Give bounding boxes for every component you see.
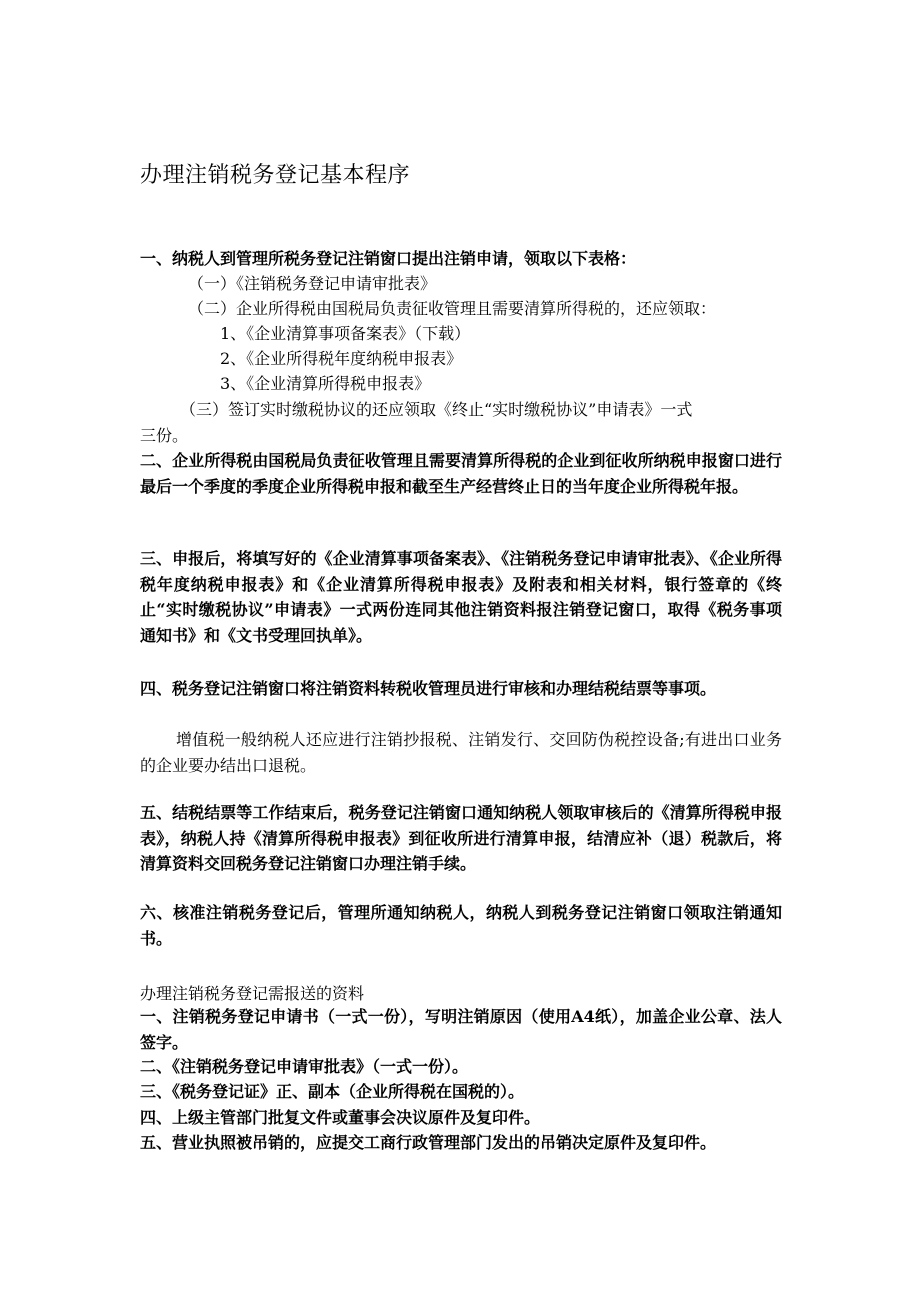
- materials-item-4: 四、上级主管部门批复文件或董事会决议原件及复印件。: [140, 1108, 541, 1127]
- section-1-item-3-line-1: （三）签订实时缴税协议的还应领取《终止“实时缴税协议”申请表》一式: [180, 400, 693, 419]
- section-2-paragraph: 二、企业所得税由国税局负责征收管理且需要清算所得税的企业到征收所纳税申报窗口进行最后一个季度的季度企业所得税申报和截至生产经营终止日的当年度企业所得税年报。: [140, 451, 782, 496]
- section-1-sub-1: 1、《企业清算事项备案表》（下载）: [220, 324, 471, 343]
- section-4-note: 增值税一般纳税人还应进行注销抄报税、注销发行、交回防伪税控设备;有进出口业务的企业要办结出口退税。: [140, 730, 782, 775]
- section-1-sub-2: 2、《企业所得税年度纳税申报表》: [220, 349, 463, 368]
- document-title: 办理注销税务登记基本程序: [140, 163, 411, 188]
- materials-item-1: 一、注销税务登记申请书（一式一份），写明注销原因（使用A4纸），加盖企业公章、法人签字。: [140, 1007, 782, 1052]
- section-1-item-1: （一）《注销税务登记申请审批表》: [188, 274, 437, 293]
- section-3-paragraph: 三、申报后，将填写好的《企业清算事项备案表》、《注销税务登记申请审批表》、《企业所得税年度纳税申报表》和《企业清算所得税申报表》及附表和相关材料，银行签章的《终止“实时缴税协议”申请表》一式两份连同其他注销资料报注销登记窗口，取得《税务事项通知书》和《文书受理回执单》。: [140, 549, 782, 645]
- section-1-heading: 一、纳税人到管理所税务登记注销窗口提出注销申请，领取以下表格：: [140, 249, 637, 268]
- materials-item-5: 五、营业执照被吊销的，应提交工商行政管理部门发出的吊销决定原件及复印件。: [140, 1133, 717, 1152]
- section-1-item-3-line-2: 三份。: [140, 426, 189, 445]
- section-1-item-2: （二）企业所得税由国税局负责征收管理且需要清算所得税的，还应领取：: [188, 299, 717, 318]
- materials-item-3: 三、《税务登记证》正、副本（企业所得税在国税的）。: [140, 1082, 525, 1101]
- materials-item-2: 二、《注销税务登记申请审批表》（一式一份）。: [140, 1057, 469, 1076]
- section-6-paragraph: 六、核准注销税务登记后，管理所通知纳税人，纳税人到税务登记注销窗口领取注销通知书。: [140, 903, 782, 948]
- materials-heading: 办理注销税务登记需报送的资料: [140, 984, 365, 1003]
- section-1-sub-3: 3、《企业清算所得税申报表》: [220, 374, 431, 393]
- section-5-paragraph: 五、结税结票等工作结束后，税务登记注销窗口通知纳税人领取审核后的《清算所得税申报表》，纳税人持《清算所得税申报表》到征收所进行清算申报，结清应补（退）税款后，将清算资料交回税务登记注销窗口办理注销手续。: [140, 803, 782, 873]
- section-4-paragraph: 四、税务登记注销窗口将注销资料转税收管理员进行审核和办理结税结票等事项。: [140, 679, 717, 698]
